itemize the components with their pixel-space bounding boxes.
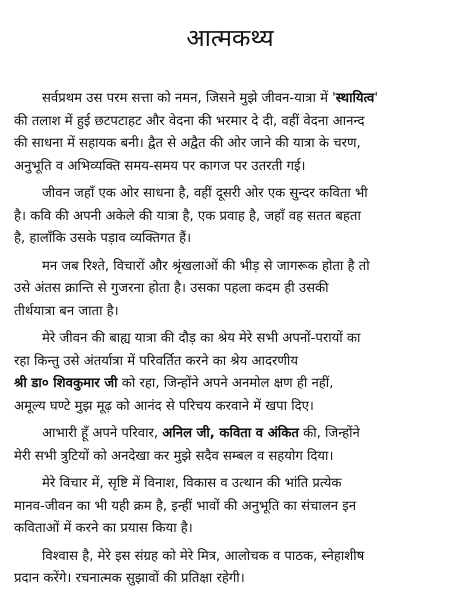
text-line: [14, 328, 446, 351]
text-line: [14, 518, 446, 541]
page-title: आत्मकथ्य: [186, 24, 274, 52]
text-segment: मेरे विचार में, सृष्टि में विनाश, विकास व उत्थान की भांति प्रत्येक: [42, 476, 342, 491]
paragraph: [14, 423, 446, 468]
text-line: [14, 473, 446, 496]
paragraph: [14, 256, 446, 324]
text-segment: है, हालाँकि उसके पड़ाव व्यक्तिगत हैं।: [14, 231, 192, 246]
paragraph: [14, 546, 446, 591]
text-line: [14, 446, 446, 469]
text-segment: तीर्थयात्रा बन जाता है।: [14, 303, 119, 319]
paragraph: [14, 183, 446, 251]
bold-text: स्थायित्व: [335, 91, 375, 106]
text-segment: अमूल्य घण्टे मुझ मूढ़ को आनंद से परिचय करवाने में खपा दिए।: [14, 398, 314, 414]
text-segment: की तलाश में हुई छटपटाहट और वेदना की भरमार दे दी, वहीं वेदना आनन्द: [14, 113, 365, 129]
text-segment: मानव-जीवन का भी यही क्रम है, इन्हीं भावों की अनुभूति का संचालन इन: [14, 498, 357, 514]
text-segment: ': [374, 91, 379, 106]
paragraph: [14, 88, 446, 178]
text-line: [14, 301, 446, 324]
text-segment: विश्वास है, मेरे इस संग्रह को मेरे मित्र, आलोचक व पाठक, स्नेहाशीष: [42, 548, 365, 564]
bold-text: श्री डा० शिवकुमार जी: [14, 376, 118, 391]
document-body: [14, 88, 446, 596]
paragraph: [14, 473, 446, 541]
text-line: [14, 568, 446, 591]
text-segment: मन जब रिश्ते, विचारों और श्रृंखलाओं की भीड़ से जागरूक होता है तो: [42, 258, 370, 274]
text-segment: अनुभूति व अभिव्यक्ति समय-समय पर कागज पर उतरती गई।: [14, 158, 306, 174]
text-line: [14, 256, 446, 279]
text-line: [14, 496, 446, 519]
text-segment: की, जिन्होंने: [298, 426, 360, 441]
text-segment: सर्वप्रथम उस परम सत्ता को नमन, जिसने मुझे जीवन-यात्रा में ': [42, 91, 336, 106]
text-segment: मेरे जीवन की बाह्य यात्रा की दौड़ का श्रेय मेरे सभी अपनों-परायों का: [42, 331, 361, 346]
text-line: [14, 423, 446, 446]
text-segment: प्रदान करेंगे। रचनात्मक सुझावों की प्रतिक्षा रहेगी।: [14, 571, 245, 586]
paragraph: [14, 328, 446, 418]
text-line: [14, 351, 446, 374]
text-segment: आभारी हूँ अपने परिवार,: [42, 426, 163, 441]
bold-text: अनिल जी, कविता व अंकित: [162, 426, 299, 441]
text-segment: को रहा, जिन्होंने अपने अनमोल क्षण ही नहीं,: [117, 376, 334, 391]
text-line: [14, 228, 446, 251]
text-line: [14, 88, 446, 111]
text-segment: जीवन जहाँ एक ओर साधना है, वहीं दूसरी ओर एक सुन्दर कविता भी: [42, 186, 368, 201]
text-segment: है। कवि की अपनी अकेले की यात्रा है, एक प्रवाह है, जहाँ वह सतत बहता: [14, 208, 361, 224]
text-line: [14, 278, 446, 301]
text-segment: रहा किन्तु उसे अंतर्यात्रा में परिवर्तित करने का श्रेय आदरणीय: [14, 353, 298, 369]
text-segment: उसे अंतस क्रान्ति से गुजरना होता है। उसका पहला कदम ही उसकी: [14, 281, 329, 296]
text-line: [14, 373, 446, 396]
text-line: [14, 396, 446, 419]
text-line: [14, 156, 446, 179]
text-line: [14, 111, 446, 134]
text-line: [14, 183, 446, 206]
text-segment: की साधना में सहायक बनी। द्वैत से अद्वैत की ओर जाने की यात्रा के चरण,: [14, 136, 361, 151]
text-segment: मेरी सभी त्रुटियों को अनदेखा कर मुझे सदैव सम्बल व सहयोग दिया।: [14, 448, 334, 464]
text-line: [14, 206, 446, 229]
text-line: [14, 133, 446, 156]
text-segment: कविताओं में करने का प्रयास किया है।: [14, 521, 193, 536]
